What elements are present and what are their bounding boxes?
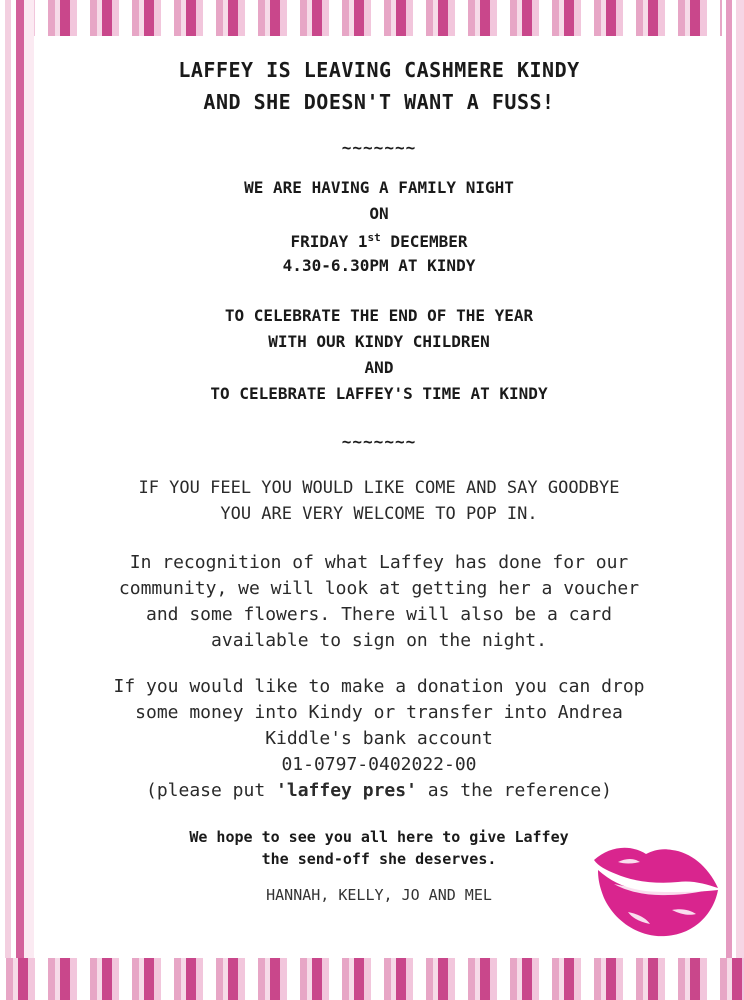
celebrate-line-4: TO CELEBRATE LAFFEY'S TIME AT KINDY <box>210 384 548 403</box>
donation-line-3: Kiddle's bank account <box>265 728 493 749</box>
event-date <box>34 232 724 250</box>
donation-line-1: If you would like to make a donation you can drop <box>113 676 645 697</box>
event-date-prefix: FRIDAY 1 <box>290 232 368 251</box>
reference-value: 'laffey pres' <box>276 780 417 801</box>
event-date-suffix: st <box>367 231 381 244</box>
left-stripe-border <box>0 0 34 1000</box>
reference-before: (please put <box>145 780 277 801</box>
event-line-1: WE ARE HAVING A FAMILY NIGHT <box>244 178 514 197</box>
kiss-lips-icon <box>588 840 724 940</box>
bottom-stripe-border <box>0 958 744 1000</box>
event-date-rest: DECEMBER <box>380 232 468 251</box>
heading-line-1: LAFFEY IS LEAVING CASHMERE KINDY <box>178 58 580 82</box>
tilde-divider-2: ~~~~~~~ <box>341 432 417 451</box>
top-stripe-border <box>0 0 744 38</box>
signoff-names: HANNAH, KELLY, JO AND MEL <box>266 886 492 904</box>
closing-line-2: the send-off she deserves. <box>261 850 497 868</box>
celebrate-line-3: AND <box>364 358 394 377</box>
celebrate-line-1: TO CELEBRATE THE END OF THE YEAR <box>224 306 534 325</box>
closing-line-1: We hope to see you all here to give Laffey <box>189 828 569 846</box>
donation-reference <box>34 782 724 800</box>
reference-after: as the reference) <box>416 780 612 801</box>
event-line-2: ON <box>369 204 389 223</box>
tilde-divider-1: ~~~~~~~ <box>341 138 417 157</box>
heading-line-2: AND SHE DOESN'T WANT A FUSS! <box>203 90 555 114</box>
recognition-line-3: and some flowers. There will also be a card <box>146 604 612 625</box>
event-time: 4.30-6.30PM AT KINDY <box>282 256 476 275</box>
right-stripe-border <box>722 0 744 1000</box>
welcome-line-2: YOU ARE VERY WELCOME TO POP IN. <box>220 504 538 524</box>
recognition-line-4: available to sign on the night. <box>211 630 547 651</box>
recognition-line-2: community, we will look at getting her a voucher <box>118 578 640 599</box>
bank-account-number: 01-0797-0402022-00 <box>281 754 477 775</box>
flyer-page <box>34 36 724 958</box>
donation-line-2: some money into Kindy or transfer into Andrea <box>135 702 623 723</box>
celebrate-line-2: WITH OUR KINDY CHILDREN <box>268 332 490 351</box>
recognition-line-1: In recognition of what Laffey has done for our <box>129 552 629 573</box>
welcome-line-1: IF YOU FEEL YOU WOULD LIKE COME AND SAY GOODBYE <box>138 478 620 498</box>
